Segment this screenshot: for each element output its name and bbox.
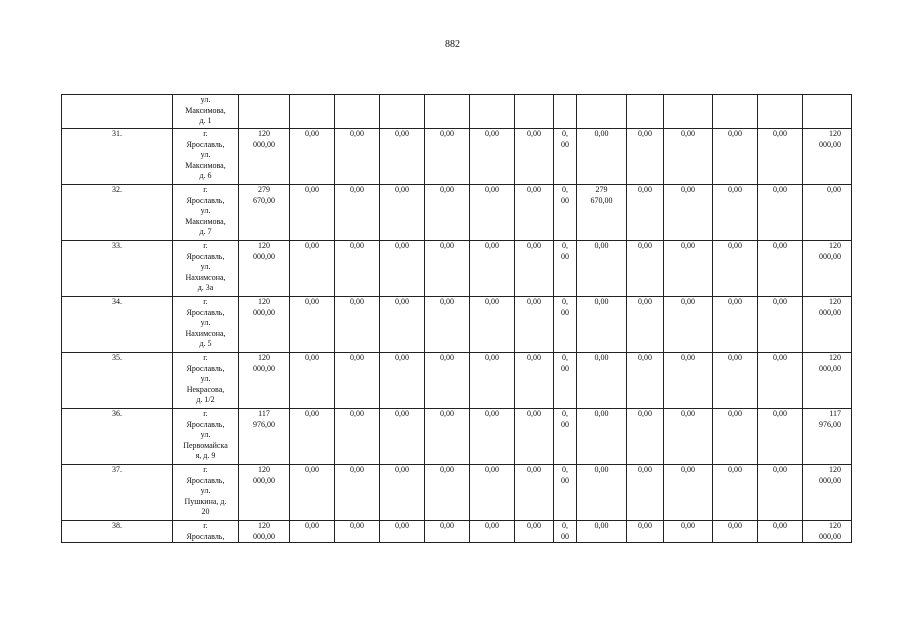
address-cell: г. Ярославль, ул. Первомайска я, д. 9	[173, 409, 239, 465]
amount-cell: 0,00	[627, 353, 664, 409]
amount-cell: 0,00	[380, 129, 425, 185]
amount-cell: 0,00	[515, 521, 554, 543]
amount-cell: 0,00	[380, 297, 425, 353]
amount-cell: 0,00	[627, 185, 664, 241]
amount-cell	[239, 95, 290, 129]
table-row	[62, 465, 852, 521]
amount-cell: 0,00	[335, 465, 380, 521]
amount-cell: 0, 00	[554, 353, 577, 409]
address-cell: г. Ярославль, ул. Нахимсона, д. 5	[173, 297, 239, 353]
amount-cell: 0,00	[758, 297, 803, 353]
amount-cell: 0, 00	[554, 521, 577, 543]
amount-cell: 117 976,00	[239, 409, 290, 465]
amount-cell: 0,00	[470, 353, 515, 409]
amount-cell: 0,00	[290, 465, 335, 521]
amount-cell: 0,00	[515, 465, 554, 521]
amount-cell	[290, 95, 335, 129]
amount-cell: 0,00	[290, 409, 335, 465]
amount-cell: 120 000,00	[803, 241, 852, 297]
address-cell: г. Ярославль, ул. Нахимсона, д. 3а	[173, 241, 239, 297]
amount-cell: 0,00	[664, 521, 713, 543]
row-number-cell: 37.	[62, 465, 173, 521]
amount-cell	[713, 95, 758, 129]
amount-cell: 0,00	[515, 185, 554, 241]
amount-cell: 0,00	[290, 521, 335, 543]
amount-cell: 0, 00	[554, 185, 577, 241]
amount-cell: 0,00	[577, 465, 627, 521]
amount-cell	[515, 95, 554, 129]
amount-cell: 0,00	[380, 353, 425, 409]
amount-cell: 0,00	[515, 129, 554, 185]
amount-cell: 0,00	[425, 297, 470, 353]
amount-cell: 0,00	[713, 297, 758, 353]
amount-cell: 0,00	[290, 241, 335, 297]
amount-cell: 0,00	[664, 465, 713, 521]
amount-cell	[335, 95, 380, 129]
row-number-cell: 34.	[62, 297, 173, 353]
row-number-cell: 32.	[62, 185, 173, 241]
row-number-cell	[62, 95, 173, 129]
amount-cell: 0, 00	[554, 409, 577, 465]
amount-cell: 0,00	[470, 241, 515, 297]
row-number-cell: 35.	[62, 353, 173, 409]
amount-cell: 120 000,00	[803, 353, 852, 409]
amount-cell: 0,00	[470, 465, 515, 521]
row-number-cell: 38.	[62, 521, 173, 543]
amount-cell: 0,00	[290, 129, 335, 185]
amount-cell: 120 000,00	[803, 297, 852, 353]
amount-cell: 0,00	[758, 353, 803, 409]
amount-cell: 0,00	[664, 353, 713, 409]
table-row	[62, 297, 852, 353]
amount-cell: 0,00	[290, 353, 335, 409]
amount-cell: 0,00	[713, 409, 758, 465]
amount-cell	[758, 95, 803, 129]
table-row	[62, 95, 852, 129]
row-number-cell: 36.	[62, 409, 173, 465]
amount-cell: 0, 00	[554, 241, 577, 297]
amount-cell: 0,00	[577, 353, 627, 409]
amount-cell: 0,00	[425, 465, 470, 521]
amount-cell: 120 000,00	[239, 521, 290, 543]
amount-cell: 0,00	[803, 185, 852, 241]
amount-cell: 0,00	[470, 297, 515, 353]
address-cell: г. Ярославль,	[173, 521, 239, 543]
amount-cell: 120 000,00	[803, 129, 852, 185]
table-row	[62, 353, 852, 409]
amount-cell: 0,00	[335, 297, 380, 353]
address-cell: г. Ярославль, ул. Максимова, д. 6	[173, 129, 239, 185]
amount-cell: 120 000,00	[239, 297, 290, 353]
amount-cell: 0,00	[335, 521, 380, 543]
amount-cell: 0,00	[577, 129, 627, 185]
amount-cell: 0,00	[664, 129, 713, 185]
amount-cell: 0,00	[627, 521, 664, 543]
amount-cell: 0,00	[380, 409, 425, 465]
address-cell: г. Ярославль, ул. Некрасова, д. 1/2	[173, 353, 239, 409]
amount-cell: 0,00	[470, 129, 515, 185]
amount-cell: 0,00	[627, 297, 664, 353]
amount-cell: 0,00	[380, 465, 425, 521]
amount-cell	[470, 95, 515, 129]
amount-cell: 0,00	[380, 521, 425, 543]
table-row	[62, 185, 852, 241]
amount-cell: 0,00	[713, 465, 758, 521]
amount-cell: 0,00	[664, 297, 713, 353]
amount-cell: 0,00	[713, 353, 758, 409]
table-row	[62, 241, 852, 297]
amount-cell: 0,00	[758, 465, 803, 521]
amount-cell: 279 670,00	[577, 185, 627, 241]
page-number: 882	[445, 39, 460, 50]
amount-cell: 0,00	[627, 129, 664, 185]
amount-cell	[554, 95, 577, 129]
amount-cell: 0,00	[713, 129, 758, 185]
amount-cell: 0,00	[758, 521, 803, 543]
amount-cell: 0,00	[713, 521, 758, 543]
amount-cell: 0,00	[290, 297, 335, 353]
amount-cell: 0,00	[577, 409, 627, 465]
amount-cell: 0, 00	[554, 297, 577, 353]
amount-cell: 0,00	[758, 241, 803, 297]
amount-cell: 0,00	[290, 185, 335, 241]
amount-cell: 0,00	[577, 241, 627, 297]
amount-cell: 0,00	[425, 521, 470, 543]
row-number-cell: 33.	[62, 241, 173, 297]
amount-cell: 0,00	[627, 409, 664, 465]
address-cell: г. Ярославль, ул. Максимова, д. 7	[173, 185, 239, 241]
amount-cell: 0,00	[335, 129, 380, 185]
amount-cell: 120 000,00	[239, 129, 290, 185]
amount-cell: 0,00	[664, 185, 713, 241]
amount-cell: 0,00	[425, 409, 470, 465]
table-row	[62, 409, 852, 465]
amount-cell: 0,00	[425, 129, 470, 185]
amount-cell: 0,00	[515, 241, 554, 297]
amount-cell: 0,00	[425, 241, 470, 297]
amount-cell: 0,00	[335, 409, 380, 465]
row-number-cell: 31.	[62, 129, 173, 185]
amount-cell	[380, 95, 425, 129]
amount-cell	[803, 95, 852, 129]
amount-cell: 0,00	[577, 521, 627, 543]
amount-cell: 0,00	[515, 353, 554, 409]
amount-cell: 0,00	[627, 465, 664, 521]
amount-cell	[627, 95, 664, 129]
amount-cell: 0,00	[627, 241, 664, 297]
amount-cell: 117 976,00	[803, 409, 852, 465]
amount-cell: 0,00	[758, 185, 803, 241]
amount-cell: 0,00	[713, 185, 758, 241]
amount-cell: 120 000,00	[803, 465, 852, 521]
amount-cell: 0,00	[470, 409, 515, 465]
amount-cell	[425, 95, 470, 129]
amount-cell	[577, 95, 627, 129]
table-row	[62, 129, 852, 185]
amount-cell	[664, 95, 713, 129]
amount-cell: 0,00	[515, 409, 554, 465]
amount-cell: 0,00	[577, 297, 627, 353]
amount-cell: 0,00	[425, 353, 470, 409]
amount-cell: 0,00	[470, 185, 515, 241]
amount-cell: 120 000,00	[239, 353, 290, 409]
amount-cell: 0,00	[470, 521, 515, 543]
amount-cell: 0,00	[380, 185, 425, 241]
amount-cell: 0,00	[758, 129, 803, 185]
amount-cell: 0, 00	[554, 129, 577, 185]
amount-cell: 0,00	[380, 241, 425, 297]
amount-cell: 0, 00	[554, 465, 577, 521]
amount-cell: 120 000,00	[803, 521, 852, 543]
amount-cell: 120 000,00	[239, 465, 290, 521]
amount-cell: 0,00	[713, 241, 758, 297]
table-row	[62, 521, 852, 543]
amount-cell: 0,00	[664, 241, 713, 297]
amount-cell: 120 000,00	[239, 241, 290, 297]
amount-cell: 0,00	[515, 297, 554, 353]
amount-cell: 0,00	[758, 409, 803, 465]
address-cell: ул. Максимова, д. 1	[173, 95, 239, 129]
budget-table	[61, 94, 852, 543]
amount-cell: 0,00	[335, 353, 380, 409]
amount-cell: 0,00	[335, 185, 380, 241]
amount-cell: 0,00	[664, 409, 713, 465]
amount-cell: 279 670,00	[239, 185, 290, 241]
amount-cell: 0,00	[425, 185, 470, 241]
amount-cell: 0,00	[335, 241, 380, 297]
address-cell: г. Ярославль, ул. Пушкина, д. 20	[173, 465, 239, 521]
